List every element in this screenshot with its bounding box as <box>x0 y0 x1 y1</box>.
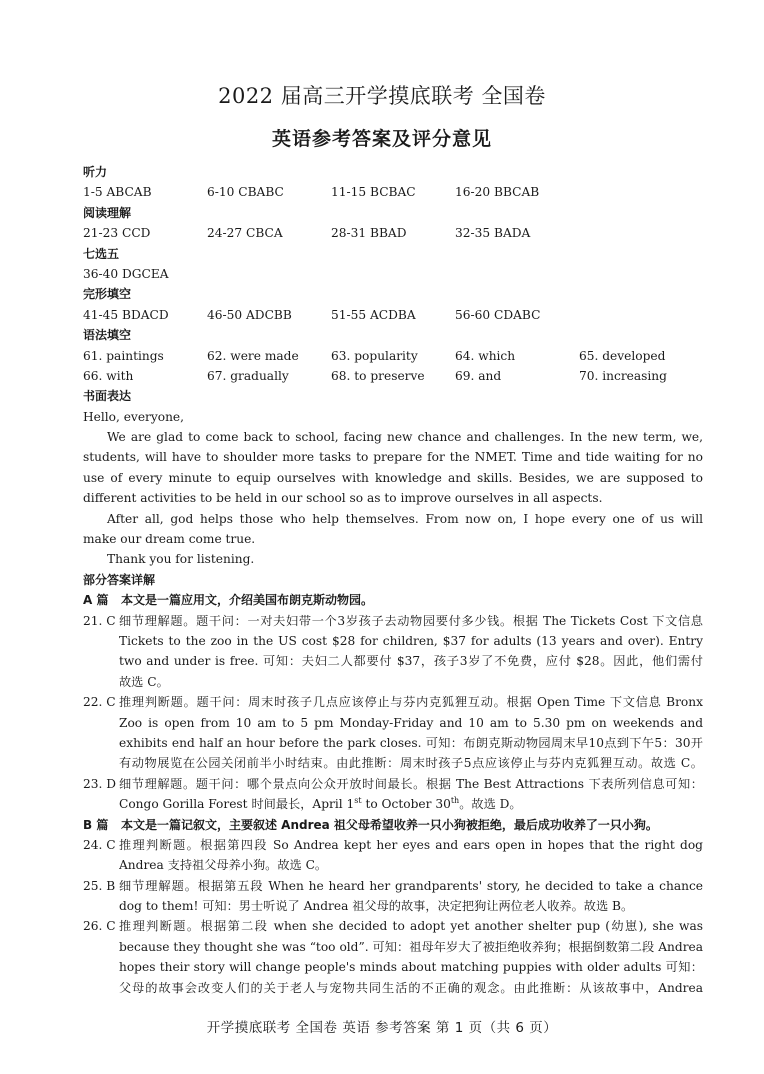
answer-cell: 70. increasing <box>579 368 667 383</box>
explanation-line: 细节理解题。题干问：哪个景点向公众开放时间最长。根据 The Best Attractions 下表所列信息可知： <box>119 776 703 791</box>
answer-row <box>83 346 703 366</box>
explanation-line: 推理判断题。根据第二段 when she decided to adopt yet another shelter pup (幼崽), she was <box>119 919 703 934</box>
explanation-line: dog to them! 可知：男士听说了 Andrea 祖父母的故事，决定把狗让两位老人收养。故选 B。 <box>119 899 634 914</box>
question-number: 26. C <box>83 919 116 934</box>
passage-b-summary <box>83 815 703 835</box>
explanation-line: 推理判断题。根据第四段 So Andrea kept her eyes and ears open in hopes that the right dog <box>119 837 703 852</box>
section-label-reading: 阅读理解 <box>83 205 132 220</box>
answer-cell: 46-50 ADCBB <box>207 307 292 322</box>
question-number: 22. C <box>83 695 116 710</box>
essay-line: use of every minute to equip ourselves with knowledge and skills. Besides, we are supposed to <box>83 470 703 485</box>
ordinal-suffix: th <box>450 796 460 806</box>
essay-line: After all, god helps those who help themselves. From now on, I hope every one of us will <box>107 511 703 526</box>
explanation-line: 推理判断题。题干问：周末时孩子几点应该停止与芬内克狐狸互动。根据 Open Time 下文信息 Bronx <box>119 695 703 710</box>
question-explanation-25 <box>83 876 703 917</box>
question-explanation-26 <box>83 916 703 998</box>
essay-closing: Thank you for listening. <box>107 552 255 567</box>
answer-cell: 51-55 ACDBA <box>331 307 416 322</box>
ordinal-suffix: st <box>354 796 362 806</box>
essay-line: different activities to be held in our school so as to improve ourselves in all aspects. <box>83 491 603 506</box>
question-number: 24. C <box>83 837 116 852</box>
answer-cell: 24-27 CBCA <box>207 226 283 241</box>
answer-cell: 11-15 BCBAC <box>331 185 416 200</box>
question-explanation-23 <box>83 774 703 815</box>
question-number: 23. D <box>83 776 117 791</box>
answer-cell: 63. popularity <box>331 348 418 363</box>
explanation-text: Congo Gorilla Forest 时间最长，April 1 <box>119 797 355 812</box>
essay-line: students, will have to shoulder more tasks to prepare for the NMET. Time and tide waiting for no <box>83 450 703 465</box>
answer-cell: 21-23 CCD <box>83 226 151 241</box>
explanation-line: two and under is free. 可知：夫妇二人都要付 $37，孩子3岁了不免费，应付 $28。因此，他们需付 <box>119 654 703 669</box>
answer-cell: 64. which <box>455 348 516 363</box>
explanation-line: Zoo is open from 10 am to 5 pm Monday-Friday and 10 am to 5.30 pm on weekends and <box>119 715 703 730</box>
page-title: 2022 届高三开学摸底联考 全国卷 <box>218 84 546 108</box>
passage-summary: 本文是一篇应用文，介绍美国布朗克斯动物园。 <box>121 593 374 608</box>
answer-cell: 41-45 BDACD <box>83 307 169 322</box>
essay-line: We are glad to come back to school, facing new chance and challenges. In the new term, we, <box>107 430 703 445</box>
question-number: 21. C <box>83 613 116 628</box>
explanation-text: to October 30 <box>361 797 451 812</box>
answer-cell: 6-10 CBABC <box>207 185 284 200</box>
passage-summary: 本文是一篇记叙文，主要叙述 Andrea 祖父母希望收养一只小狗被拒绝，最后成功收养了一只小狗。 <box>121 817 658 832</box>
essay-line: make our dream come true. <box>83 532 256 547</box>
section-label-writing: 书面表达 <box>83 389 132 404</box>
answer-cell: 32-35 BADA <box>455 226 531 241</box>
answer-row <box>83 264 703 284</box>
answer-row <box>83 223 703 243</box>
explanation-line: 细节理解题。根据第五段 When he heard her grandparents' story, he decided to take a chance <box>119 878 703 893</box>
explanation-text: 。故选 D。 <box>459 797 522 812</box>
passage-a-summary <box>83 590 703 610</box>
explanation-line: Andrea 支持祖父母养小狗。故选 C。 <box>119 858 328 873</box>
answer-cell: 56-60 CDABC <box>455 307 541 322</box>
question-number: 25. B <box>83 878 116 893</box>
answer-cell: 65. developed <box>579 348 666 363</box>
question-explanation-21 <box>83 611 703 693</box>
explanation-line: 有动物展览在公园关闭前半小时结束。由此推断：周末时孩子5点应该停止与芬内克狐狸互动。故选 C。 <box>119 756 703 771</box>
essay-greeting: Hello, everyone, <box>83 409 185 424</box>
answer-cell: 67. gradually <box>207 368 289 383</box>
explanation-line: Tickets to the zoo in the US cost $28 for children, $37 for adults (13 years and over). Entry <box>119 634 703 648</box>
page-subtitle: 英语参考答案及评分意见 <box>271 128 492 150</box>
question-explanation-24 <box>83 835 703 876</box>
explanation-line: hopes their story will change people's minds about matching puppies with older adults 可知： <box>119 960 703 975</box>
answer-cell: 61. paintings <box>83 348 164 363</box>
answer-cell: 36-40 DGCEA <box>83 266 169 281</box>
page-footer: 开学摸底联考 全国卷 英语 参考答案 第 1 页（共 6 页） <box>206 1020 558 1036</box>
explanation-line: exhibits end half an hour before the park closes. 可知：布朗克斯动物园周末早10点到下午5：30开 <box>119 735 703 750</box>
explanation-line: 故选 C。 <box>119 674 169 689</box>
answer-cell: 1-5 ABCAB <box>83 185 152 200</box>
section-label-cloze: 完形填空 <box>83 287 132 302</box>
explanation-line <box>119 794 703 814</box>
question-explanation-22 <box>83 692 703 774</box>
answer-cell: 68. to preserve <box>331 368 425 383</box>
passage-label: B 篇 <box>83 817 109 832</box>
answer-content <box>83 162 703 998</box>
section-label-seven: 七选五 <box>83 246 120 261</box>
answer-cell: 62. were made <box>207 348 299 363</box>
answer-cell: 16-20 BBCAB <box>455 185 540 200</box>
explanation-line: 父母的故事会改变人们的关于老人与宠物共同生活的不正确的观念。由此推断：从该故事中，Andrea <box>119 980 703 995</box>
answer-cell: 66. with <box>83 368 134 383</box>
explanation-line: because they thought she was “too old”. 可知：祖母年岁大了被拒绝收养狗；根据倒数第二段 Andrea <box>119 939 703 954</box>
section-label-details: 部分答案详解 <box>83 572 156 587</box>
answer-row <box>83 182 703 202</box>
answer-row <box>83 366 703 386</box>
answer-row <box>83 305 703 325</box>
explanation-line: 细节理解题。题干问：一对夫妇带一个3岁孩子去动物园要付多少钱。根据 The Tickets Cost 下文信息 <box>119 613 703 628</box>
passage-label: A 篇 <box>83 593 109 608</box>
answer-cell: 28-31 BBAD <box>331 226 407 241</box>
answer-cell: 69. and <box>455 368 502 383</box>
section-label-grammar: 语法填空 <box>83 328 132 343</box>
section-label-listening: 听力 <box>83 165 108 179</box>
